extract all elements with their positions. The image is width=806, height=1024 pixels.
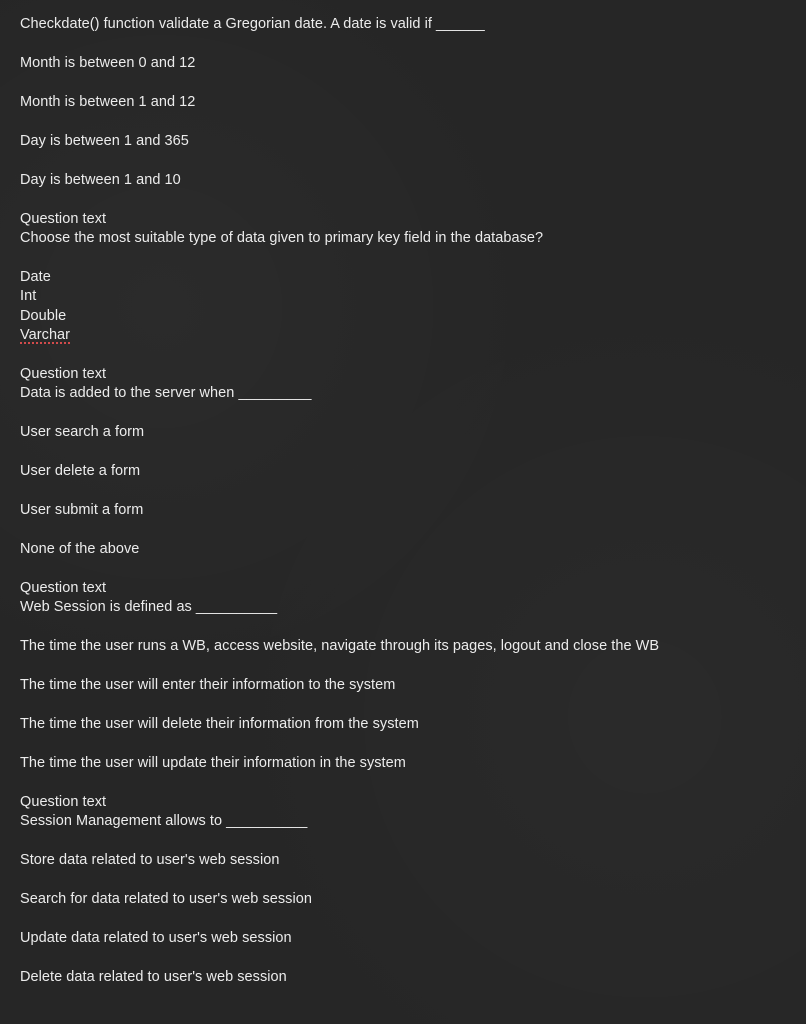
question-5-prompt: Session Management allows to __________ [20, 813, 308, 829]
question-1-option-3: Day is between 1 and 365 [20, 133, 189, 149]
question-3-option-3: User submit a form [20, 502, 144, 518]
question-3-option-4: None of the above [20, 541, 140, 557]
question-4-option-3: The time the user will delete their information from the system [20, 716, 419, 732]
question-2-option-4 [20, 325, 70, 345]
question-1-option-4: Day is between 1 and 10 [20, 172, 181, 188]
question-4-prompt: Web Session is defined as __________ [20, 599, 278, 615]
question-3-option-1: User search a form [20, 424, 145, 440]
question-5-option-1: Store data related to user's web session [20, 852, 280, 868]
question-2-prompt: Choose the most suitable type of data given to primary key field in the database? [20, 230, 544, 246]
question-3-option-2: User delete a form [20, 463, 141, 479]
question-1-option-2: Month is between 1 and 12 [20, 94, 196, 110]
question-3-label: Question text [20, 366, 107, 382]
question-5-label: Question text [20, 794, 107, 810]
question-5-option-4: Delete data related to user's web session [20, 969, 287, 985]
question-1-option-1: Month is between 0 and 12 [20, 55, 196, 71]
question-3-prompt: Data is added to the server when _________ [20, 385, 312, 401]
question-4-option-2: The time the user will enter their information to the system [20, 677, 396, 693]
question-5-option-3: Update data related to user's web session [20, 930, 292, 946]
question-4-option-4: The time the user will update their information in the system [20, 755, 406, 771]
spellcheck-underline-word[interactable]: Varchar [20, 327, 71, 343]
question-1-prompt: Checkdate() function validate a Gregorian date. A date is valid if ______ [20, 16, 485, 32]
question-4-option-1: The time the user runs a WB, access website, navigate through its pages, logout and close the WB [20, 638, 660, 654]
question-2-option-1: Date [20, 269, 51, 285]
question-2-option-2: Int [20, 288, 37, 304]
question-2-label: Question text [20, 211, 107, 227]
question-4-label: Question text [20, 580, 107, 596]
question-5-option-2: Search for data related to user's web session [20, 891, 312, 907]
question-2-option-3: Double [20, 308, 67, 324]
